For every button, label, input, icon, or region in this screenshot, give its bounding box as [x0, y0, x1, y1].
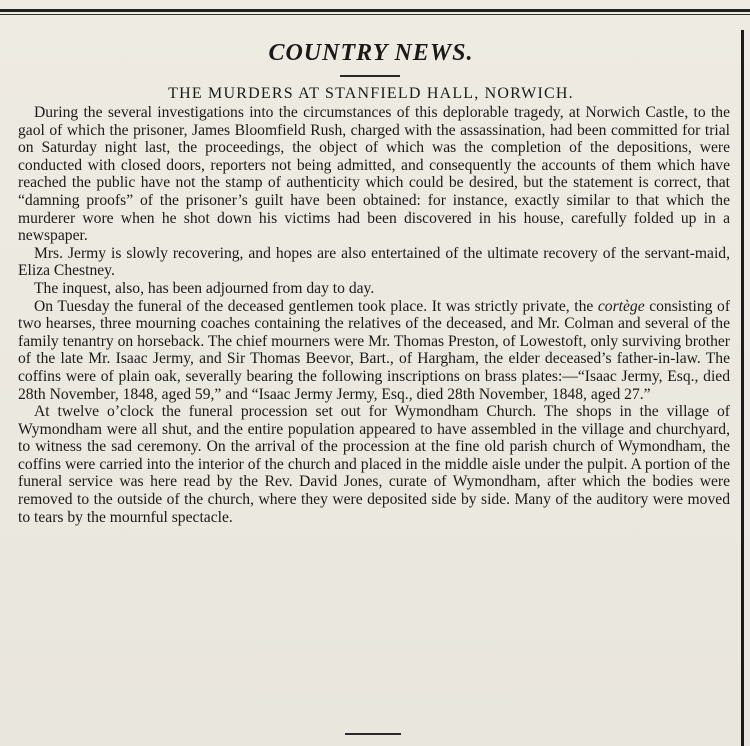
bottom-divider-rule — [345, 733, 401, 735]
section-divider-rule — [340, 75, 400, 77]
funeral-italic-word: cortège — [597, 297, 645, 315]
article-headline: THE MURDERS AT STANFIELD HALL, NORWICH. — [168, 85, 574, 102]
paragraph-mrs-jermy: Mrs. Jermy is slowly recovering, and hopes are also entertained of the ultimate recovery of the servant-maid, Eliza Chestney. — [18, 244, 730, 280]
article-body — [18, 104, 730, 526]
column-border-rule — [741, 30, 744, 746]
funeral-text-end: consisting of two hearses, three mourning coaches containing the relatives of the deceased, and Mr. Colman and several of the family tenantry on horseback. The chief mourners were Mr. Thomas Preston, of Lowestoft, only surviving brother of the late Mr. Isaac Jermy, and Sir Thomas Beevor, Bart., of Hargham, the elder deceased’s father-in-law. The coffins were of plain oak, severally bearing the following inscriptions on brass plates:—“Isaac Jermy, Esq., died 28th November, 1848, aged 59,” and “Isaac Jermy Jermy, Esq., died 28th November, 1848, aged 27.” — [18, 297, 731, 403]
top-double-rule-thick — [0, 9, 750, 12]
paragraph-inquest: The inquest, also, has been adjourned from day to day. — [34, 279, 375, 297]
top-double-rule-thin — [0, 14, 750, 15]
paragraph-procession: At twelve o’clock the funeral procession set out for Wymondham Church. The shops in the village of Wymondham were all shut, and the entire population appeared to have assembled in the village and churchyard, to witness the sad ceremony. On the arrival of the procession at the fine old parish church of Wymondham, the coffins were carried into the interior of the church and placed in the middle aisle under the pulpit. A portion of the funeral service was here read by the Rev. David Jones, curate of Wymondham, after which the bodies were removed to the outside of the church, where they were deposited side by side. Many of the auditory were moved to tears by the mournful spectacle. — [18, 403, 730, 526]
section-title: COUNTRY NEWS. — [268, 40, 474, 66]
funeral-text-start: On Tuesday the funeral of the deceased gentlemen took place. It was strictly private, the — [34, 297, 598, 315]
paragraph-funeral — [18, 298, 730, 404]
paragraph-investigation: During the several investigations into the circumstances of this deplorable tragedy, at Norwich Castle, to the gaol of which the prisoner, James Bloomfield Rush, charged with the assassination, had been committed for trial on Saturday night last, the proceedings, the object of which was the completion of the depositions, were conducted with closed doors, reporters not being admitted, and consequently the accounts of them which have reached the public have not the stamp of authenticity which could be desired, but the statement is correct, that “damning proofs” of the prisoner’s guilt have been obtained: for instance, exactly similar to that which the murderer wore when he shot down his victims had been discovered in his house, carefully folded up in a newspaper. — [18, 104, 730, 245]
